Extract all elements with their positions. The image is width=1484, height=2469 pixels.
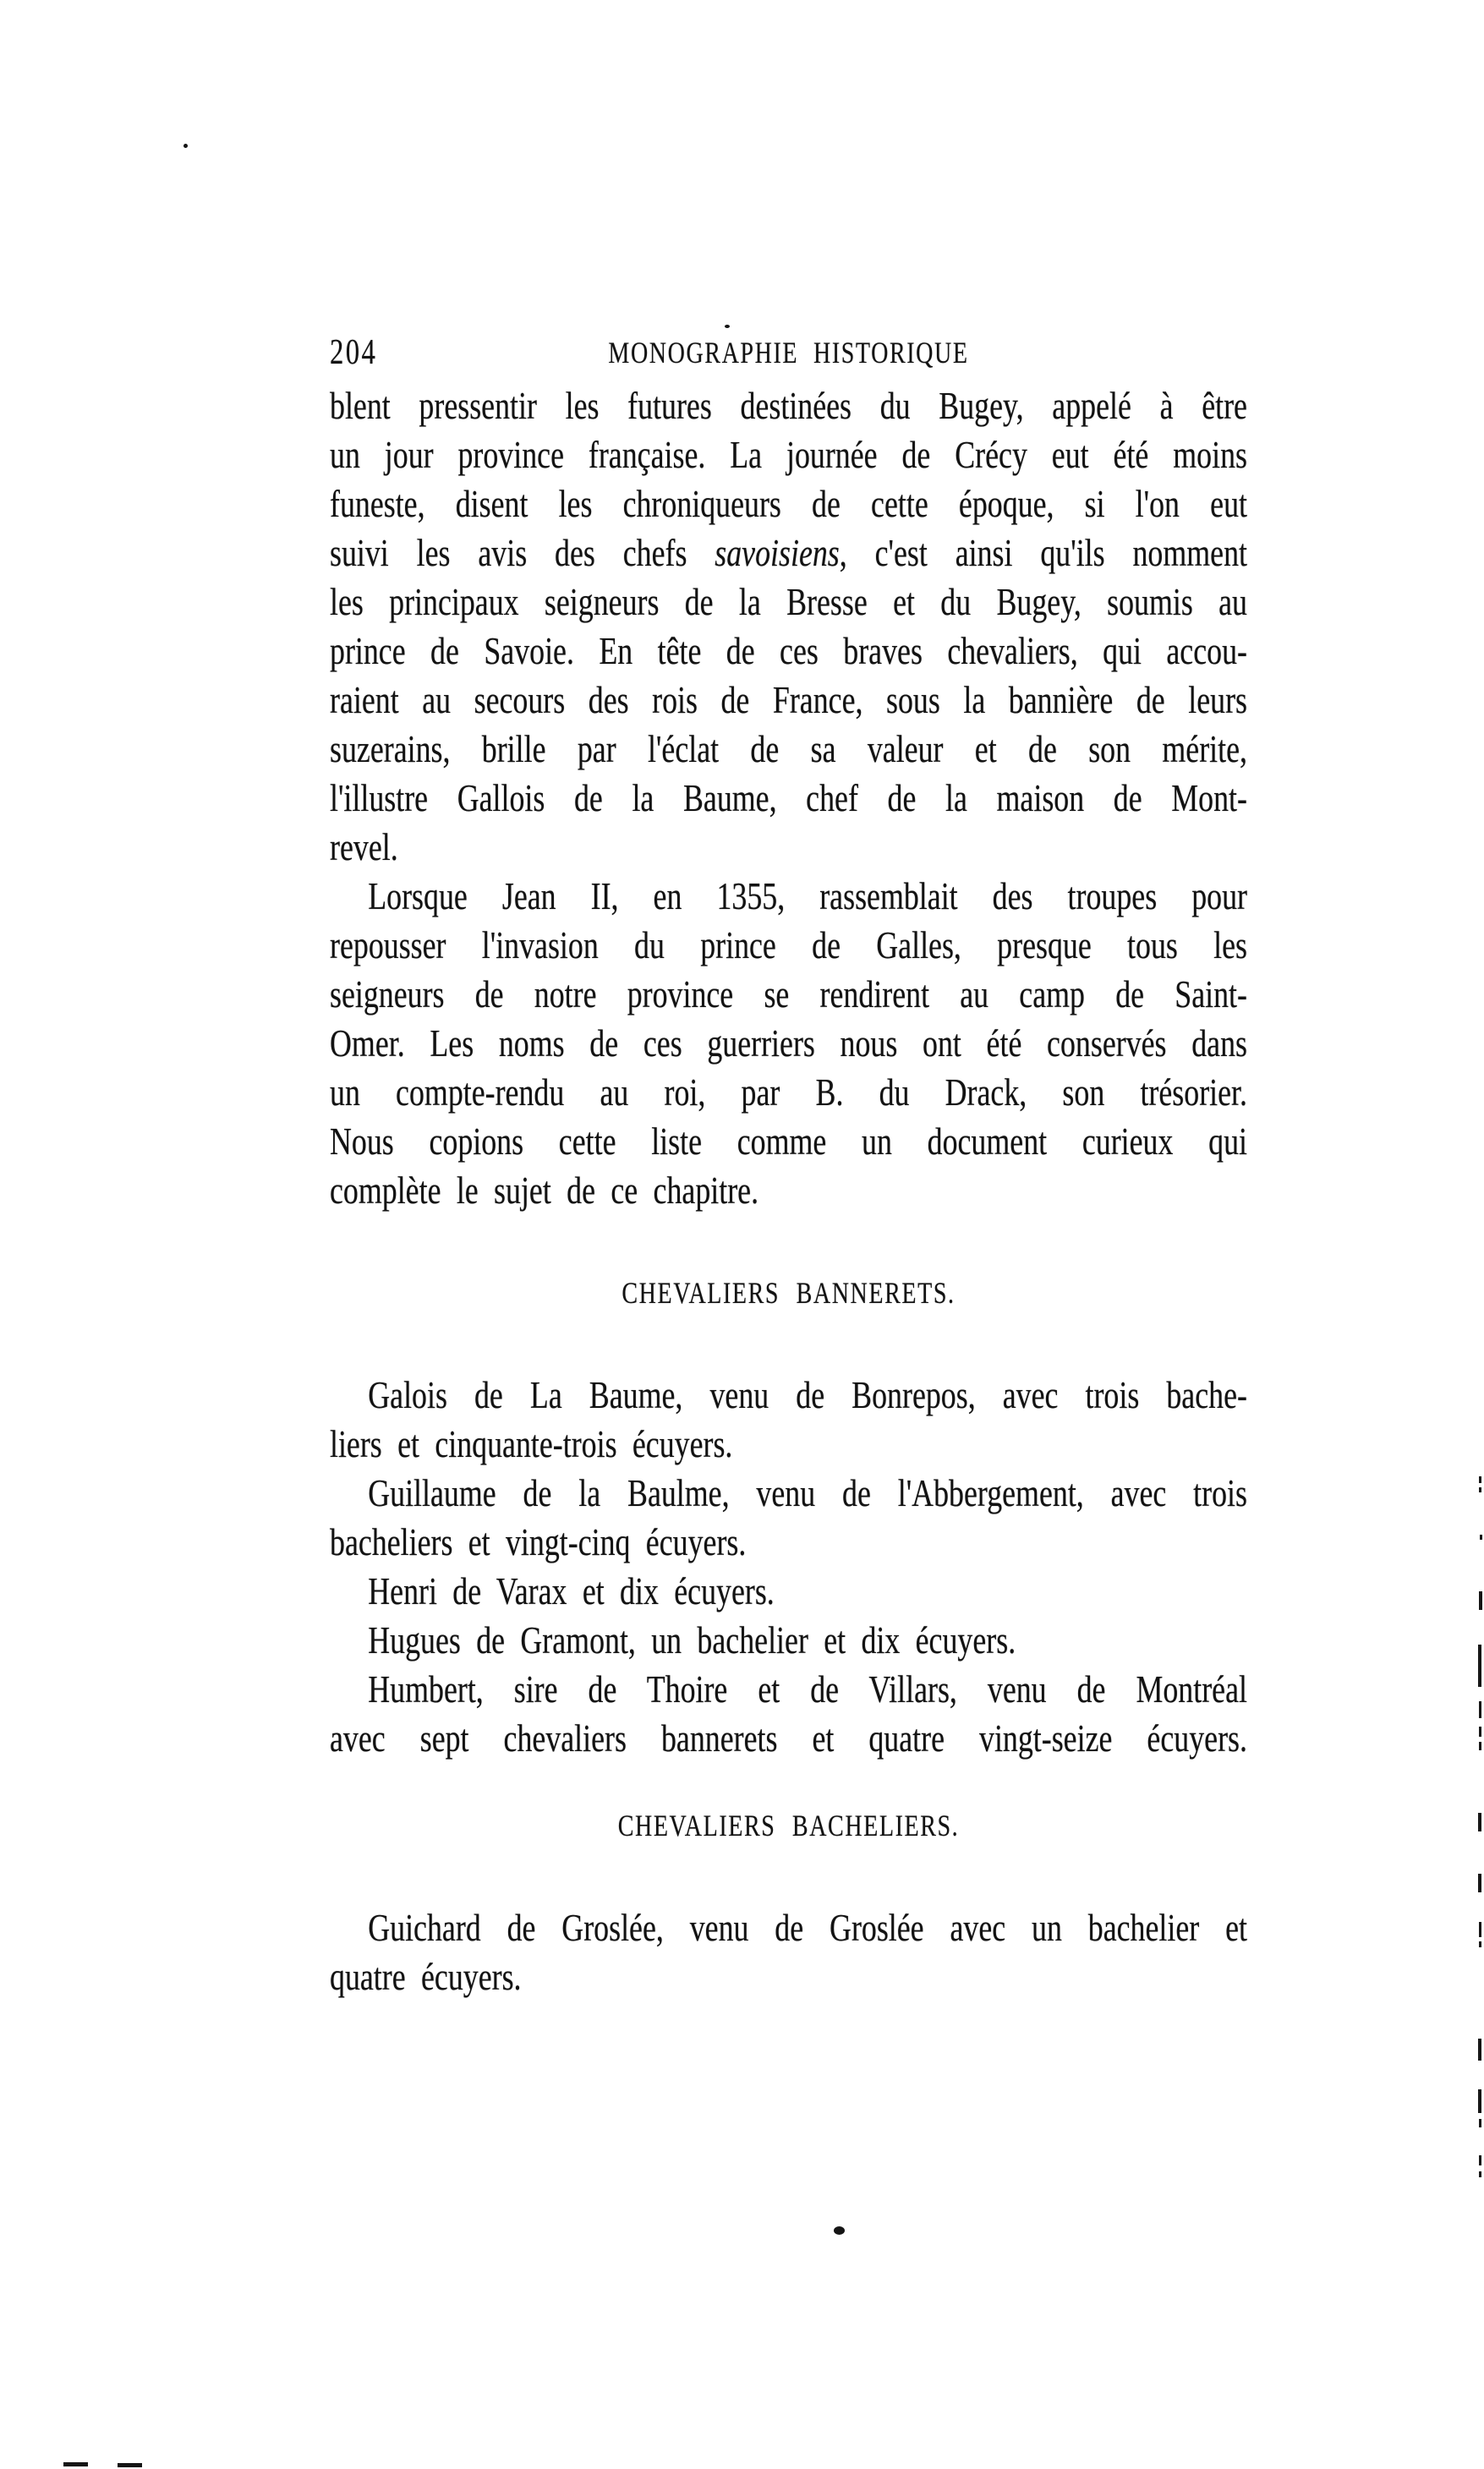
page-header — [330, 328, 1247, 377]
edge-mark — [1479, 2119, 1481, 2127]
edge-mark — [1479, 2171, 1481, 2177]
bottom-smudge — [63, 2462, 88, 2466]
edge-mark — [1478, 2089, 1481, 2113]
edge-mark — [1479, 1701, 1481, 1718]
edge-mark — [1479, 2155, 1481, 2165]
text-line: liers et cinquante-trois écuyers. — [330, 1422, 733, 1465]
speck — [725, 325, 730, 328]
ink-dot — [834, 2226, 845, 2235]
running-title: MONOGRAPHIE HISTORIQUE — [608, 336, 969, 370]
text-segment: , c'est ainsi qu'ils nomment — [839, 531, 1247, 574]
text-line: Hugues de Gramont, un bachelier et dix écuyers. — [368, 1618, 1016, 1662]
text-line: Guillaume de la Baulme, venu de l'Abbergement, avec trois — [368, 1471, 1247, 1514]
item-guillaume-de-la-baulme — [330, 1469, 1247, 1567]
edge-mark — [1478, 1874, 1481, 1892]
paragraph-jean-ii-1355 — [330, 872, 1247, 1215]
text-line: prince de Savoie. En tête de ces braves chevaliers, qui accou- — [330, 629, 1247, 672]
edge-mark — [1479, 1727, 1481, 1737]
text-line: Henri de Varax et dix écuyers. — [368, 1569, 775, 1612]
text-line: Nous copions cette liste comme un document curieux qui — [330, 1120, 1247, 1163]
text-line: Galois de La Baume, venu de Bonrepos, avec trois bache- — [368, 1373, 1247, 1416]
speck — [183, 144, 188, 148]
italic-text: savoisiens — [715, 531, 840, 574]
text-line: funeste, disent les chroniqueurs de cette époque, si l'on eut — [330, 482, 1247, 525]
text-line: repousser l'invasion du prince de Galles, presque tous les — [330, 923, 1247, 966]
edge-mark — [1479, 1742, 1481, 1750]
item-galois-de-la-baume — [330, 1371, 1247, 1469]
heading-chevaliers-bannerets: CHEVALIERS BANNERETS. — [622, 1276, 956, 1310]
item-guichard-de-groslee — [330, 1903, 1247, 2001]
text-line — [330, 528, 1247, 578]
edge-mark — [1478, 2039, 1481, 2061]
text-block — [330, 328, 1247, 2188]
text-line: un jour province française. La journée de Crécy eut été moins — [330, 433, 1247, 476]
text-line: Omer. Les noms de ces guerriers nous ont été conservés dans — [330, 1021, 1247, 1065]
edge-mark — [1478, 1813, 1481, 1831]
text-line: Lorsque Jean II, en 1355, rassemblait des troupes pour — [368, 874, 1247, 917]
text-line: complète le sujet de ce chapitre. — [330, 1169, 759, 1212]
text-line: raient au secours des rois de France, sous la bannière de leurs — [330, 678, 1247, 721]
edge-mark — [1478, 1645, 1481, 1687]
heading-chevaliers-bacheliers: CHEVALIERS BACHELIERS. — [617, 1809, 960, 1842]
edge-mark — [1480, 1535, 1482, 1540]
page-number: 204 — [330, 333, 378, 372]
bottom-smudge — [118, 2463, 142, 2467]
paragraph-bugey-destiny — [330, 381, 1247, 872]
edge-mark — [1479, 1591, 1482, 1610]
text-line: blent pressentir les futures destinées du Bugey, appelé à être — [330, 384, 1247, 427]
edge-mark — [1479, 1922, 1481, 1937]
text-line: suzerains, brille par l'éclat de sa valeur et de son mérite, — [330, 727, 1247, 770]
item-henri-de-varax — [330, 1567, 1247, 1616]
edge-mark — [1479, 1941, 1481, 1947]
text-line: un compte-rendu au roi, par B. du Drack, son trésorier. — [330, 1070, 1247, 1114]
edge-mark — [1479, 1476, 1481, 1483]
text-line: avec sept chevaliers bannerets et quatre vingt-seize écuyers. — [330, 1716, 1247, 1760]
text-segment: suivi les avis des chefs — [330, 531, 715, 574]
text-line: revel. — [330, 825, 398, 868]
edge-mark — [1479, 1487, 1481, 1492]
text-line: quatre écuyers. — [330, 1955, 522, 1998]
text-line: Humbert, sire de Thoire et de Villars, venu de Montréal — [368, 1667, 1247, 1711]
text-line: les principaux seigneurs de la Bresse et du Bugey, soumis au — [330, 580, 1247, 623]
text-line: bacheliers et vingt-cinq écuyers. — [330, 1520, 747, 1563]
item-humbert-de-thoire — [330, 1665, 1247, 1763]
text-line: l'illustre Gallois de la Baume, chef de la maison de Mont- — [330, 776, 1247, 819]
text-line: Guichard de Groslée, venu de Groslée avec un bachelier et — [368, 1906, 1247, 1949]
text-line: seigneurs de notre province se rendirent au camp de Saint- — [330, 972, 1247, 1016]
item-hugues-de-gramont — [330, 1616, 1247, 1665]
